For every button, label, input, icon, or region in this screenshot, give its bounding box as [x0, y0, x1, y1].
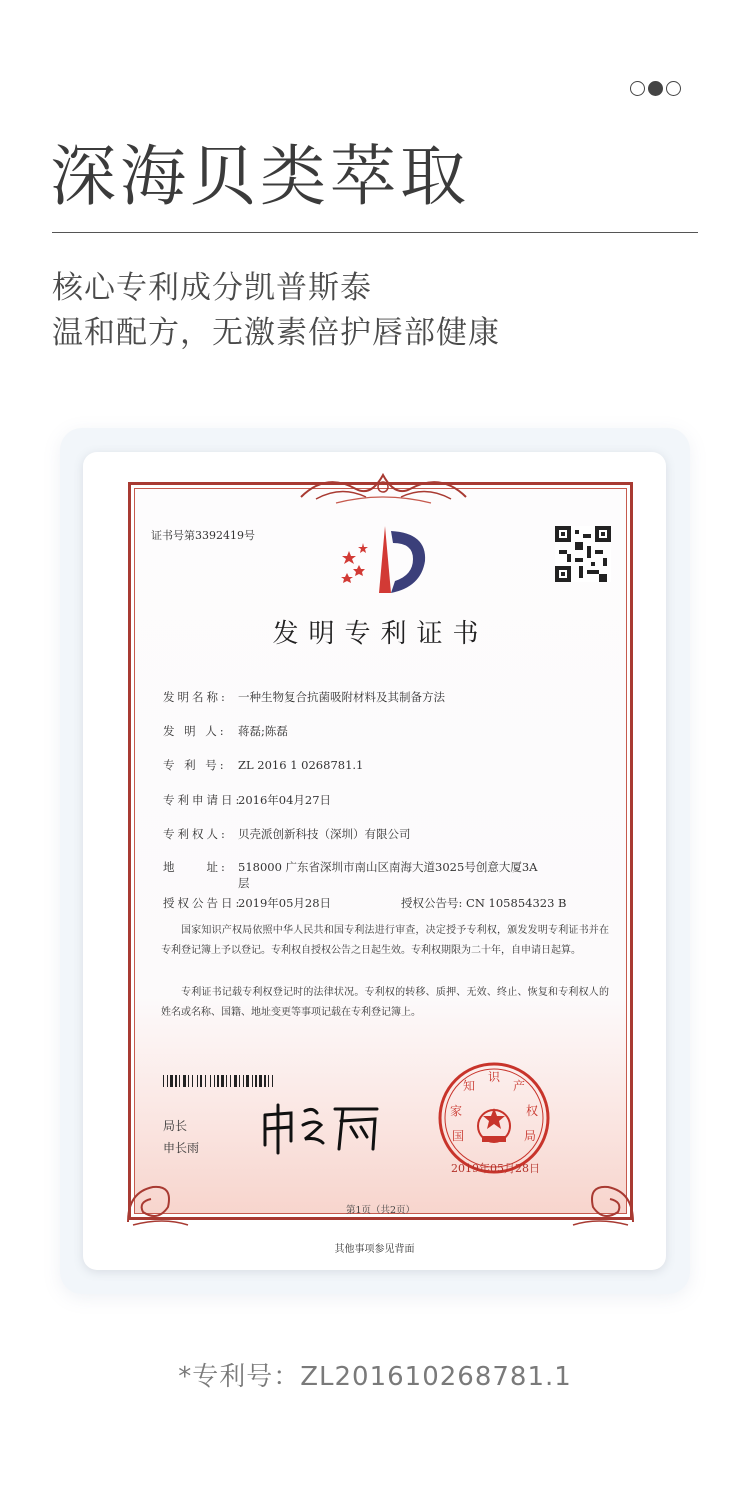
- field-label: 专利权人:: [163, 827, 228, 841]
- page-title: 深海贝类萃取: [50, 138, 470, 215]
- director-title: 局长: [163, 1119, 188, 1133]
- director-name: 申长雨: [163, 1141, 200, 1155]
- certificate-card: [83, 452, 666, 1270]
- field-value: ZL 2016 1 0268781.1: [238, 758, 364, 772]
- subtitle-line-2: 温和配方，无激素倍护唇部健康: [52, 315, 500, 351]
- field-label: 发 明 人:: [163, 724, 227, 738]
- patent-certificate: [128, 482, 633, 1220]
- field-patent-number: [163, 757, 363, 773]
- barcode: [163, 1075, 328, 1087]
- field-grant-date: [163, 895, 331, 911]
- field-value: 2016年04月27日: [238, 793, 332, 807]
- subtitle-line-1: 核心专利成分凯普斯泰: [52, 270, 372, 306]
- field-application-date: [163, 792, 331, 808]
- field-inventor: [163, 723, 288, 739]
- field-value: 蒋磊;陈磊: [238, 724, 288, 738]
- field-patentee: [163, 826, 411, 842]
- field-invention-name: [163, 689, 445, 705]
- svg-text:知: 知: [462, 1079, 476, 1093]
- patent-office-emblem-icon: [339, 521, 431, 599]
- page-info: 第1页（共2页）: [345, 1205, 416, 1216]
- crown-ornament-icon: [296, 467, 471, 507]
- qr-code: [555, 525, 611, 583]
- field-label: 专 利 号:: [163, 758, 227, 772]
- svg-text:识: 识: [487, 1070, 501, 1084]
- svg-text:局: 局: [523, 1129, 537, 1143]
- certificate-number: 证书号第3392419号: [151, 529, 255, 542]
- seal-date: 2019年05月28日: [451, 1162, 540, 1175]
- back-note: 其他事项参见背面: [334, 1244, 415, 1255]
- field-value: 2019年05月28日: [238, 896, 332, 910]
- field-value: 518000 广东省深圳市南山区南海大道3025号创意大厦3A层: [238, 860, 538, 890]
- carousel-dot[interactable]: [630, 81, 645, 96]
- official-seal: [436, 1060, 552, 1176]
- svg-text:家: 家: [449, 1104, 463, 1118]
- corner-ornament-icon: [568, 1167, 638, 1227]
- carousel-indicator: [630, 81, 681, 96]
- certificate-paragraph-2: 专利证书记载专利权登记时的法律状况。专利权的转移、质押、无效、终止、恢复和专利权人的姓名或名称、国籍、地址变更等事项记载在专利登记簿上。: [161, 987, 609, 1018]
- field-value: 贝壳派创新科技（深圳）有限公司: [238, 827, 411, 841]
- certificate-title: 发明专利证书: [272, 619, 489, 649]
- svg-text:产: 产: [512, 1079, 526, 1093]
- field-label: 发明名称:: [163, 690, 228, 704]
- field-address: [163, 859, 548, 891]
- director-signature: [257, 1097, 387, 1157]
- carousel-dot-active[interactable]: [648, 81, 663, 96]
- field-label: 专利申请日:: [163, 793, 243, 807]
- patent-number-caption: *专利号：ZL201610268781.1: [178, 1362, 572, 1392]
- corner-ornament-icon: [123, 1167, 193, 1227]
- field-value: 一种生物复合抗菌吸附材料及其制备方法: [238, 690, 445, 704]
- svg-text:国: 国: [451, 1129, 465, 1143]
- svg-text:权: 权: [525, 1104, 539, 1118]
- field-label: 授权公告日:: [163, 896, 243, 910]
- field-label: 地 址:: [163, 860, 228, 874]
- title-divider: [52, 232, 698, 233]
- field-announcement-number: 授权公告号: CN 105854323 B: [401, 896, 567, 910]
- certificate-paragraph-1: 国家知识产权局依照中华人民共和国专利法进行审查，决定授予专利权，颁发发明专利证书并在专利登记簿上予以登记。专利权自授权公告之日起生效。专利权期限为二十年，自申请日起算。: [161, 925, 609, 956]
- carousel-dot[interactable]: [666, 81, 681, 96]
